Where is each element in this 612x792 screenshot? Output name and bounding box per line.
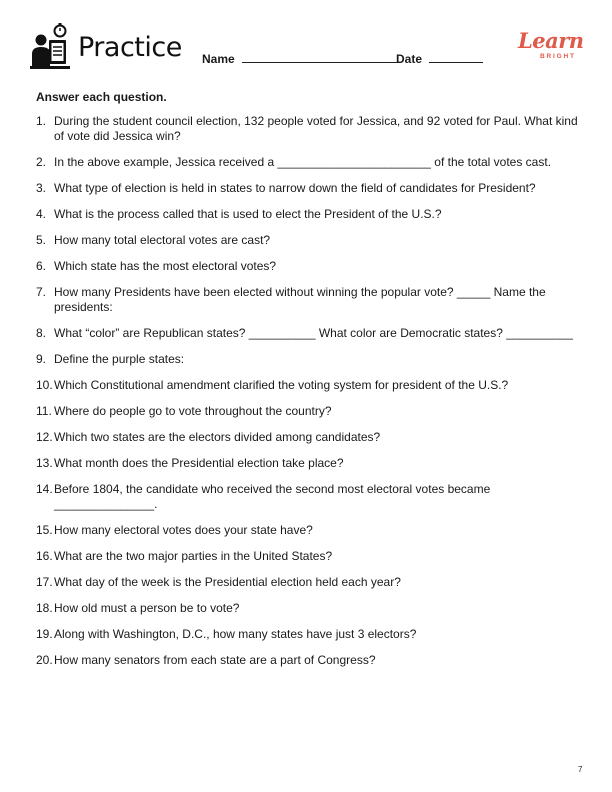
question-item xyxy=(36,627,582,642)
question-item xyxy=(36,326,582,341)
question-number: 17. xyxy=(36,575,53,589)
question-item xyxy=(36,549,582,564)
question-text: What day of the week is the Presidential election held each year? xyxy=(54,575,401,589)
instructions: Answer each question. xyxy=(36,90,167,104)
question-number: 1. xyxy=(36,114,47,128)
question-text: Along with Washington, D.C., how many states have just 3 electors? xyxy=(54,627,417,641)
question-item xyxy=(36,378,582,393)
question-number: 5. xyxy=(36,233,47,247)
date-field[interactable] xyxy=(396,51,483,66)
question-text: What type of election is held in states to narrow down the field of candidates for President? xyxy=(54,181,536,195)
question-number: 15. xyxy=(36,523,53,537)
question-number: 9. xyxy=(36,352,47,366)
question-item xyxy=(36,207,582,222)
date-label: Date xyxy=(396,52,423,66)
question-text: How many electoral votes does your state have? xyxy=(54,523,313,537)
question-item xyxy=(36,155,582,170)
question-item xyxy=(36,575,582,590)
question-number: 19. xyxy=(36,627,53,641)
name-field[interactable] xyxy=(202,51,400,66)
logo-subtext: BRIGHT xyxy=(540,53,576,60)
question-item xyxy=(36,601,582,616)
date-blank[interactable] xyxy=(429,51,483,63)
question-text: How old must a person be to vote? xyxy=(54,601,240,615)
name-label: Name xyxy=(202,52,235,66)
question-item xyxy=(36,233,582,248)
question-number: 14. xyxy=(36,482,53,496)
question-number: 4. xyxy=(36,207,47,221)
question-item xyxy=(36,181,582,196)
question-item xyxy=(36,285,582,315)
question-text: What are the two major parties in the United States? xyxy=(54,549,333,563)
question-number: 7. xyxy=(36,285,47,299)
question-number: 2. xyxy=(36,155,47,169)
question-item xyxy=(36,404,582,419)
question-text: How many senators from each state are a part of Congress? xyxy=(54,653,376,667)
question-text: What is the process called that is used to elect the President of the U.S.? xyxy=(54,207,442,221)
question-text: How many total electoral votes are cast? xyxy=(54,233,271,247)
question-text: In the above example, Jessica received a _______________________ of the total votes cast. xyxy=(54,155,552,169)
question-number: 20. xyxy=(36,653,53,667)
question-item xyxy=(36,523,582,538)
question-number: 13. xyxy=(36,456,53,470)
page-number: 7 xyxy=(578,765,583,774)
question-item xyxy=(36,430,582,445)
question-text: Where do people go to vote throughout the country? xyxy=(54,404,332,418)
learn-bright-logo xyxy=(518,28,584,72)
page-title: Practice xyxy=(78,32,182,63)
question-number: 12. xyxy=(36,430,53,444)
question-text: Before 1804, the candidate who received the second most electoral votes became _______________. xyxy=(54,482,491,511)
logo-word: Learn xyxy=(518,28,584,53)
worksheet-body xyxy=(36,90,582,679)
question-number: 6. xyxy=(36,259,47,273)
question-item xyxy=(36,114,582,144)
question-list xyxy=(36,114,582,668)
question-number: 18. xyxy=(36,601,53,615)
question-number: 16. xyxy=(36,549,53,563)
name-blank[interactable] xyxy=(242,51,400,63)
question-item xyxy=(36,352,582,367)
question-text: What “color” are Republican states? __________ What color are Democratic states? __________ xyxy=(54,326,573,340)
question-item xyxy=(36,482,582,512)
question-text: Define the purple states: xyxy=(54,352,185,366)
question-item xyxy=(36,259,582,274)
worksheet-header xyxy=(0,0,612,90)
question-text: During the student council election, 132 people voted for Jessica, and 92 voted for Paul. What kind of vote did Jessica win? xyxy=(54,114,578,143)
question-number: 8. xyxy=(36,326,47,340)
question-item xyxy=(36,456,582,471)
question-number: 3. xyxy=(36,181,47,195)
question-number: 11. xyxy=(36,404,52,418)
question-item xyxy=(36,653,582,668)
question-text: Which Constitutional amendment clarified the voting system for president of the U.S.? xyxy=(54,378,509,392)
question-text: How many Presidents have been elected without winning the popular vote? _____ Name the presidents: xyxy=(54,285,546,314)
question-number: 10. xyxy=(36,378,53,392)
student-stopwatch-icon xyxy=(30,22,72,70)
question-text: Which two states are the electors divided among candidates? xyxy=(54,430,381,444)
question-text: What month does the Presidential election take place? xyxy=(54,456,344,470)
question-text: Which state has the most electoral votes? xyxy=(54,259,277,273)
